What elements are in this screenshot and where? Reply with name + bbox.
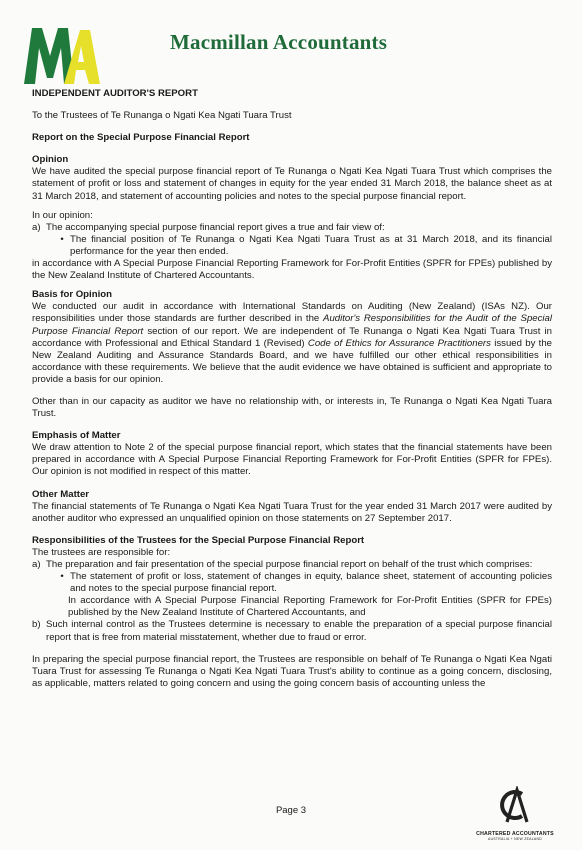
list-marker: b) (32, 619, 41, 631)
list-marker: a) (32, 559, 41, 570)
bullet-icon: • (60, 571, 64, 583)
responsibility-item-a-text: The preparation and fair presentation of the special purpose financial report on behalf of the trust which comprises: (46, 559, 533, 570)
other-matter-paragraph: The financial statements of Te Runanga o Ngati Kea Ngati Tuara Trust for the year ended 31 March 2017 were audited by another auditor who expressed an unqualified opinion on those statements on 27 September 2017. (32, 500, 552, 524)
basis-text-2: section of our report. We are independent of Te Runanga o Ngati Kea Ngati Tuara Trust in accordance with Professional and Ethical Standard 1 (Revised) (32, 325, 552, 349)
basis-text-3: issued by the New Zealand Auditing and Assurance Standards Board, and we have fulfilled our other ethical responsibilities in accordance with these requirements. We believe that the audit evidence we have obtained is sufficient and appropriate to provide a basis for our opinion. (32, 337, 553, 385)
bullet-icon: • (60, 233, 64, 245)
basis-text-1: We conducted our audit in accordance with International Standards on Auditing (New Zealand) (ISAs NZ). Our responsibilities under those standards are further described in the (32, 301, 552, 325)
responsibility-item-b (32, 619, 552, 643)
responsibility-item-b-text: Such internal control as the Trustees determine is necessary to enable the preparation of a special purpose financial report that is free from material misstatement, whether due to fraud or error. (46, 619, 552, 643)
chartered-accountants-badge (470, 786, 560, 844)
page-number: Page 3 (275, 805, 307, 816)
emphasis-paragraph: We draw attention to Note 2 of the special purpose financial report, which states that the financial statements have been prepared in accordance with A Special Purpose Financial Reporting Framework for For-Profit Entities (SPFR for FPEs). Our opinion is not modified in respect of this matter. (32, 442, 552, 478)
responsibility-item-a (32, 559, 552, 571)
list-marker: a) (32, 221, 41, 233)
going-concern-paragraph: In preparing the special purpose financial report, the Trustees are responsible on behalf of Te Runanga o Ngati Kea Ngati Tuara Trust for assessing Te Runanga o Ngati Kea Ngati Tuara Trust's ability to continue as a going concern, disclosing, as applicable, matters related to going concern and using the going concern basis of accounting unless the (32, 653, 552, 689)
report-title: INDEPENDENT AUDITOR'S REPORT (32, 88, 198, 99)
other-capacity-paragraph: Other than in our capacity as auditor we have no relationship with, or interests in, Te Runanga o Ngati Kea Ngati Tuara Trust. (32, 395, 552, 420)
section-title: Report on the Special Purpose Financial Report (32, 132, 250, 144)
responsibilities-intro: The trustees are responsible for: (32, 546, 171, 558)
opinion-heading: Opinion (32, 154, 69, 166)
responsibility-framework: In accordance with A Special Purpose Financial Reporting Framework for For-Profit Entities (SPFR for FPEs) published by the New Zealand Institute of Chartered Accountants, and (68, 595, 552, 619)
responsibility-bullet-text: The statement of profit or loss, statement of changes in equity, balance sheet, statement of accounting policies and notes to the special purpose financial report. (70, 571, 552, 595)
basis-heading: Basis for Opinion (32, 289, 112, 301)
opinion-framework: in accordance with A Special Purpose Financial Reporting Framework for For-Profit Entities (SPFR for FPEs) published by the New Zealand Institute of Chartered Accountants. (32, 258, 552, 282)
addressee: To the Trustees of Te Runanga o Ngati Kea Ngati Tuara Trust (32, 110, 292, 122)
responsibilities-heading: Responsibilities of the Trustees for the Special Purpose Financial Report (32, 534, 365, 546)
opinion-item-a-text: The accompanying special purpose financial report gives a true and fair view of: (46, 221, 385, 233)
report-body (32, 88, 552, 690)
opinion-bullet-text: The financial position of Te Runanga o Ngati Kea Ngati Tuara Trust as at 31 March 2018, and its financial performance for the year then ended. (70, 233, 552, 257)
basis-paragraph (32, 301, 552, 386)
ca-subtitle: AUSTRALIA + NEW ZEALAND (488, 837, 542, 841)
basis-italic-1: Auditor's Responsibilities for the Audit of the Special Purpose Financial Report (32, 313, 553, 337)
ca-name: CHARTERED ACCOUNTANTS (476, 831, 554, 837)
firm-name: Macmillan Accountants (170, 30, 388, 54)
opinion-bullet (32, 234, 552, 258)
responsibility-bullet (32, 571, 552, 595)
ca-logo-icon (495, 786, 535, 824)
emphasis-heading: Emphasis of Matter (32, 430, 121, 442)
opinion-item-a (32, 222, 552, 234)
in-our-opinion: In our opinion: (32, 209, 93, 221)
macmillan-logo (24, 26, 100, 84)
other-matter-heading: Other Matter (32, 488, 90, 500)
basis-italic-2: Code of Ethics for Assurance Practitioners (307, 337, 491, 349)
opinion-paragraph: We have audited the special purpose financial report of Te Runanga o Ngati Kea Ngati Tuara Trust which comprises the statement of profit or loss and statement of changes in equity for the year ended 31 March 2018, the balance sheet as at 31 March 2018, and statement of accounting policies and notes to the special purpose financial report. (32, 166, 552, 202)
